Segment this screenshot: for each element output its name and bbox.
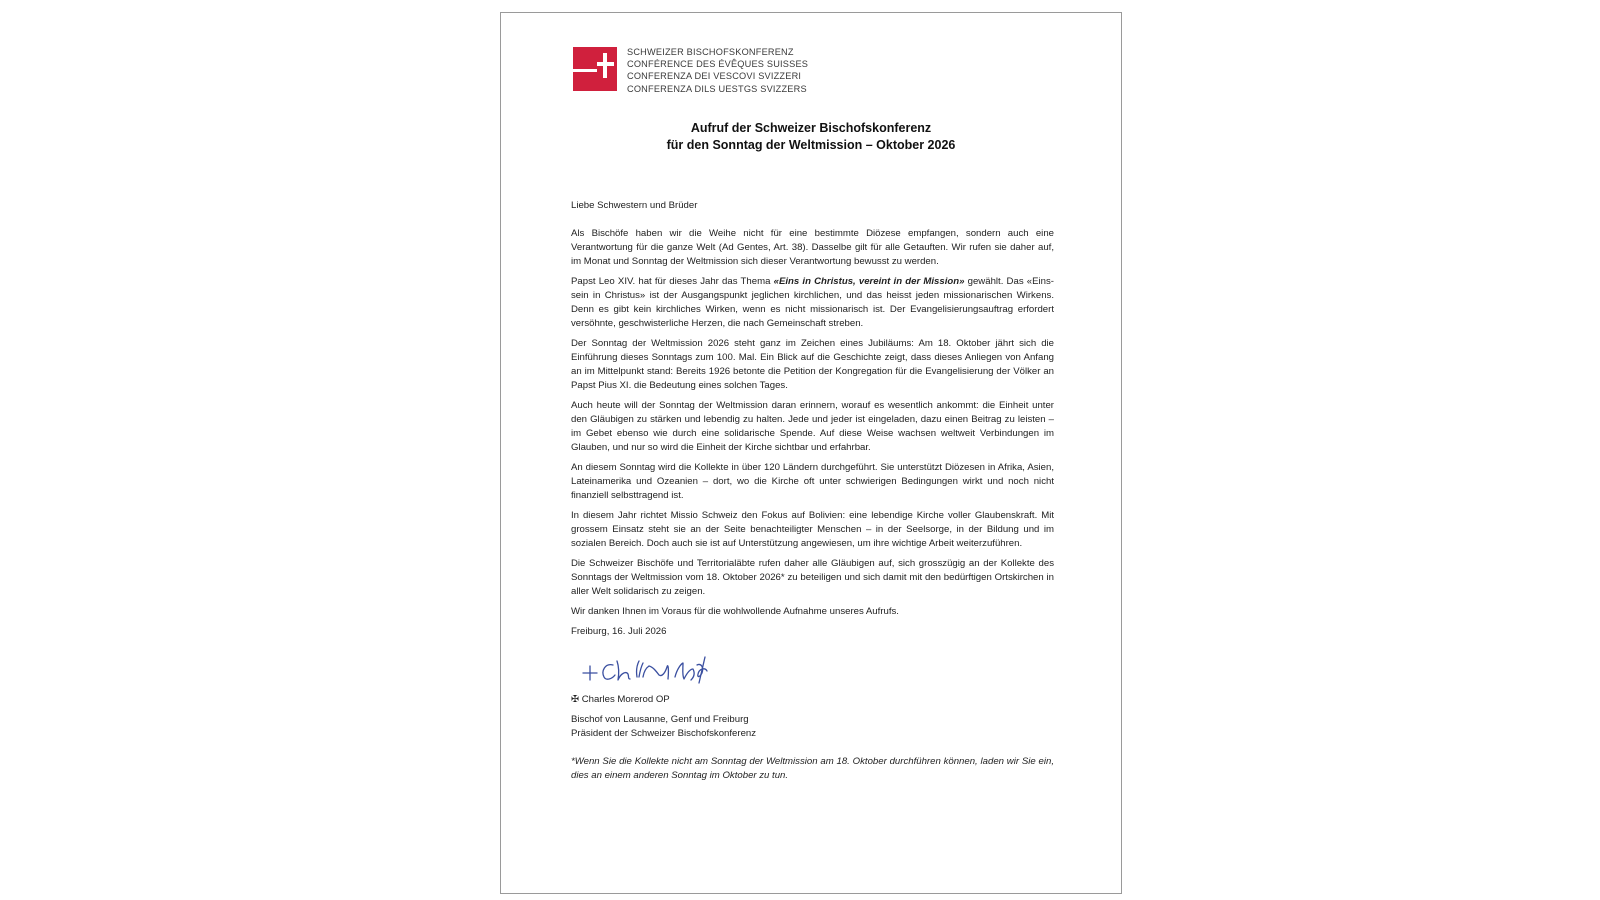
date-line: Freiburg, 16. Juli 2026	[571, 626, 667, 637]
theme-quote: «Eins in Christus, vereint in der Mission»	[773, 276, 965, 287]
paragraph-6: In diesem Jahr richtet Missio Schweiz den Fokus auf Bolivien: eine lebendige Kirche voller Glaubenskraft. Mit grossem Einsatz steht sie an der Seite benachteiligter Menschen – in der Seelsorge, in der Bildung und im sozialen Bereich. Doch auch sie ist auf Unterstützung angewiesen, um ihre wichtige Arbeit weiterzuführen.	[571, 510, 1054, 549]
paragraph-5: An diesem Sonntag wird die Kollekte in über 120 Ländern durchgeführt. Sie unterstützt Diözesen in Afrika, Asien, Lateinamerika und Ozeanien – dort, wo die Kirche oft unter schwierigen Bedingungen wirkt und noch nicht finanziell selbsttragend ist.	[571, 462, 1054, 501]
title-line-1: Aufruf der Schweizer Bischofskonferenz	[690, 121, 932, 135]
paragraph-2-start: Papst Leo XIV. hat für dieses Jahr das Thema	[571, 276, 774, 287]
title-line-2: für den Sonntag der Weltmission – Oktober 2026	[666, 138, 956, 152]
paragraph-2	[571, 275, 1054, 331]
signer-office-2: Präsident der Schweizer Bischofskonferenz	[571, 728, 757, 739]
salutation: Liebe Schwestern und Brüder	[571, 200, 698, 211]
paragraph-2-end: gewählt. Das «Eins-sein in Christus» ist der Ausgangspunkt jeglichen kirchlichen, und das heisst jeden missionarischen Wirkens. Denn es gibt kein kirchliches Wirken, wenn es nicht missionarisch ist. Der Evangelisierungsauftrag erfordert versöhnte, geschwisterliche Herzen, die nach Gemeinschaft streben.	[571, 276, 1055, 329]
letter-title	[501, 120, 1121, 154]
conference-name-fr: CONFÉRENCE DES ÉVÊQUES SUISSES	[627, 59, 809, 70]
letter-body	[571, 199, 1054, 789]
conference-name-it: CONFERENZA DEI VESCOVI SVIZZERI	[627, 71, 802, 82]
conference-logo	[573, 47, 808, 95]
document-page	[500, 12, 1122, 894]
signer-office-1: Bischof von Lausanne, Genf und Freiburg	[571, 714, 749, 725]
paragraph-1: Als Bischöfe haben wir die Weihe nicht für eine bestimmte Diözese empfangen, sondern auch eine Verantwortung für die ganze Welt (Ad Gentes, Art. 38). Dasselbe gilt für alle Getauften. Wir rufen sie daher auf, im Monat und Sonntag der Weltmission sich dieser Verantwortung bewusst zu werden.	[571, 228, 1054, 267]
paragraph-8: Wir danken Ihnen im Voraus für die wohlwollende Aufnahme unseres Aufrufs.	[571, 606, 899, 617]
paragraph-7: Die Schweizer Bischöfe und Territorialäbte rufen daher alle Gläubigen auf, sich grosszügig an der Kollekte des Sonntags der Weltmission vom 18. Oktober 2026* zu beteiligen und sich damit mit den bedürftigen Ortskirchen in aller Welt solidarisch zu zeigen.	[571, 558, 1054, 597]
signer-name: ✠ Charles Morerod OP	[571, 694, 670, 705]
signer-office	[571, 713, 1054, 741]
conference-names	[627, 46, 808, 95]
swiss-flag-cross-icon	[573, 47, 617, 91]
paragraph-3: Der Sonntag der Weltmission 2026 steht ganz im Zeichen eines Jubiläums: Am 18. Oktober jährt sich die Einführung dieses Sonntags zum 100. Mal. Ein Blick auf die Geschichte zeigt, dass dieses Anliegen von Anfang an im Mittelpunkt stand: Bereits 1926 betonte die Petition der Kongregation für die Evangelisierung der Völker an Papst Pius XI. die Bedeutung eines solchen Tages.	[571, 338, 1054, 391]
conference-name-rm: CONFERENZA DILS UESTGS SVIZZERS	[627, 83, 807, 94]
conference-name-de: SCHWEIZER BISCHOFSKONFERENZ	[627, 47, 794, 57]
footnote: *Wenn Sie die Kollekte nicht am Sonntag der Weltmission am 18. Oktober durchführen können, laden wir Sie ein, dies an einem anderen Sonntag im Oktober zu tun.	[571, 756, 1054, 781]
paragraph-4: Auch heute will der Sonntag der Weltmission daran erinnern, worauf es wesentlich ankommt: die Einheit unter den Gläubigen zu stärken und lebendig zu halten. Jede und jeder ist eingeladen, dazu einen Beitrag zu leisten – im Gebet ebenso wie durch eine solidarische Spende. Auf diese Weise wachsen weltweit Verbindungen im Glauben, und nur so wird die Einheit der Kirche sichtbar und erfahrbar.	[571, 400, 1054, 453]
handwritten-signature-icon	[577, 647, 727, 691]
